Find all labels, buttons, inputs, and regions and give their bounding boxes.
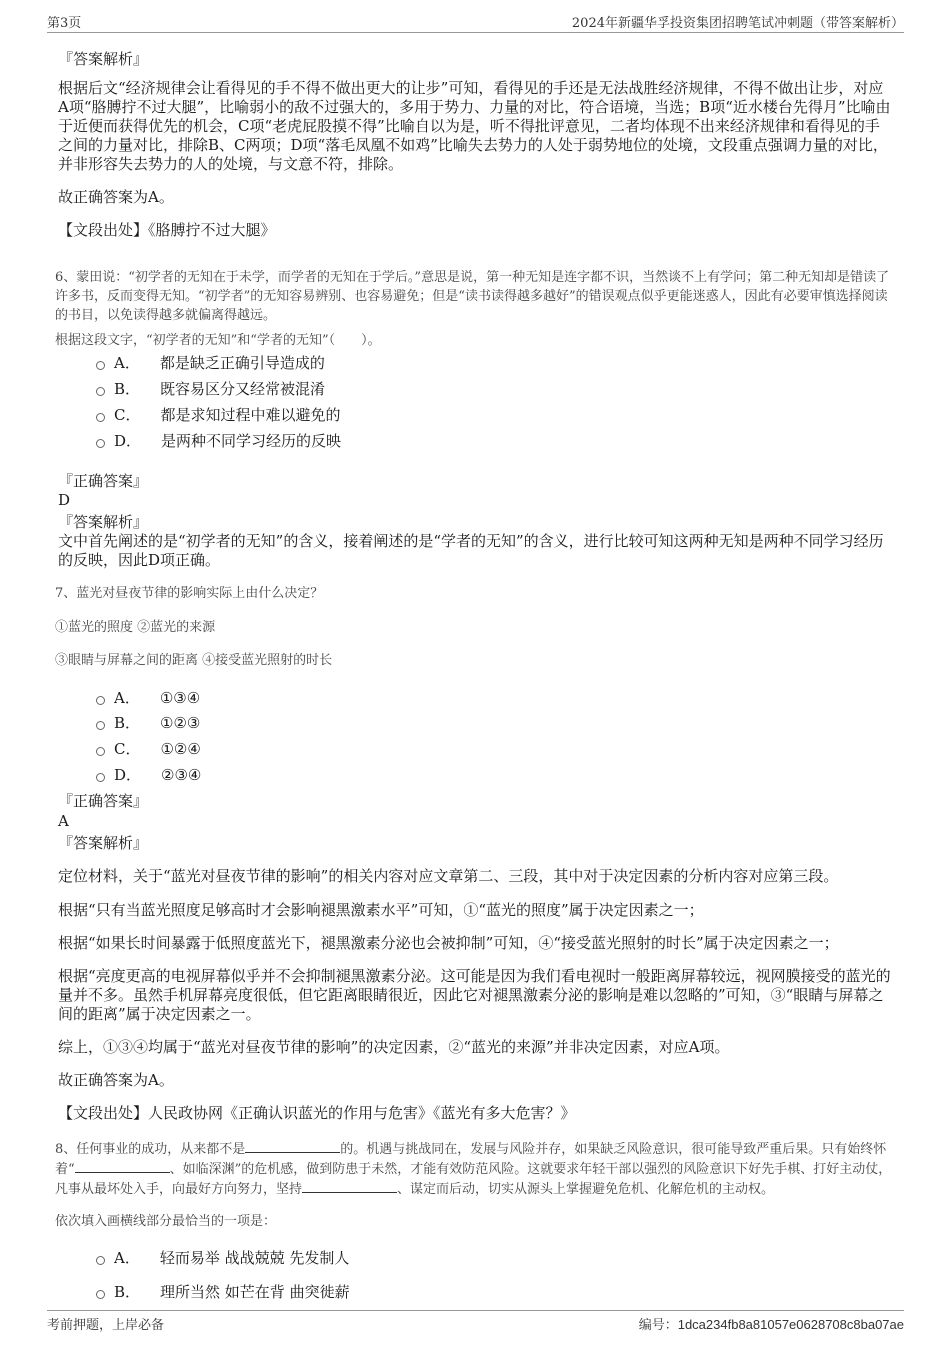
- radio-button[interactable]: [96, 696, 105, 705]
- q6-option-b[interactable]: [96, 379, 325, 399]
- q7-analysis-title: 『答案解析』: [58, 834, 149, 852]
- q7-answer-title: 『正确答案』: [58, 792, 149, 810]
- q7-items-1: ①蓝光的照度 ②蓝光的来源: [55, 620, 216, 635]
- fill-blank-2: [75, 1159, 170, 1173]
- option-key: A．: [114, 1249, 140, 1267]
- option-text: 都是缺乏正确引导造成的: [159, 354, 325, 372]
- q7-answer: A: [58, 812, 69, 830]
- page-number: 第3页: [47, 16, 82, 31]
- footer-divider: [47, 1310, 904, 1311]
- option-text: 既容易区分又经常被混淆: [160, 380, 326, 398]
- radio-button[interactable]: [96, 1290, 105, 1299]
- q8-option-b[interactable]: [96, 1282, 350, 1302]
- q8-stem-part-d: 、谋定而后动，切实从源头上掌握避免危机、化解危机的主动权。: [397, 1182, 775, 1197]
- radio-button[interactable]: [96, 773, 105, 782]
- fill-blank-3: [302, 1179, 397, 1193]
- q8-stem: [55, 1139, 895, 1199]
- option-text: ①②③: [160, 714, 201, 732]
- q7-option-c[interactable]: [96, 739, 201, 759]
- q8-option-a[interactable]: [96, 1248, 349, 1268]
- q5-analysis-title: 『答案解析』: [58, 50, 149, 68]
- option-key: B．: [114, 1283, 141, 1301]
- option-key: D．: [114, 432, 142, 450]
- q7-analysis-p4: 根据“亮度更高的电视屏幕似乎并不会抑制褪黑激素分泌。这可能是因为我们看电视时一般距离屏幕较远，视网膜接受的蓝光的量并不多。虽然手机屏幕亮度很低，但它距离眼睛很近，因此它对褪黑激素分泌的影响是难以忽略的”可知，③“眼睛与屏幕之间的距离”属于决定因素之一。: [58, 967, 891, 1023]
- fill-blank-1: [245, 1139, 340, 1153]
- radio-button[interactable]: [96, 413, 105, 422]
- q7-option-b[interactable]: [96, 713, 200, 733]
- q7-source: 【文段出处】人民政协网《正确认识蓝光的作用与危害》《蓝光有多大危害？》: [58, 1104, 576, 1122]
- q7-analysis-p3: 根据“如果长时间暴露于低照度蓝光下，褪黑激素分泌也会被抑制”可知，④“接受蓝光照射的时长”属于决定因素之一；: [58, 934, 839, 952]
- option-key: C．: [114, 740, 141, 758]
- q6-analysis-title: 『答案解析』: [58, 513, 149, 531]
- radio-button[interactable]: [96, 721, 105, 730]
- q8-stem-part-b: 的。机遇与挑战同在，发展与风险并存，如果缺乏风险意识，很可能导致严重后果。只有始终怀着“: [55, 1142, 887, 1177]
- option-text: 轻而易举 战战兢兢 先发制人: [159, 1249, 350, 1267]
- q7-analysis-p1: 定位材料，关于“蓝光对昼夜节律的影响”的相关内容对应文章第二、三段，其中对于决定因素的分析内容对应第三段。: [58, 867, 839, 885]
- footer-id-code: 1dca234fb8a81057e0628708c8ba07ae: [677, 1317, 904, 1332]
- radio-button[interactable]: [96, 361, 105, 370]
- option-text: 都是求知过程中难以避免的: [160, 406, 341, 424]
- option-text: ①③④: [159, 689, 201, 707]
- option-text: ②③④: [161, 766, 202, 784]
- option-text: 是两种不同学习经历的反映: [161, 432, 342, 450]
- option-key: C．: [114, 406, 141, 424]
- q8-stem-part-c: 、如临深渊”的危机感，做到防患于未然，才能有效防范风险。这就要求年轻干部以强烈的风险意识下好先手棋、打好主动仗，凡事从最坏处入手，向最好方向努力，坚持: [55, 1162, 892, 1197]
- q5-analysis-text: 根据后文“经济规律会让看得见的手不得不做出更大的让步”可知，看得见的手还是无法战胜经济规律，不得不做出让步，对应A项“胳膊拧不过大腿”，比喻弱小的敌不过强大的，多用于势力、力量的对比，符合语境，当选；B项“近水楼台先得月”比喻由于近便而获得优先的机会，C项“老虎屁股摸不得”比喻自以为是，听不得批评意见，二者均体现不出来经济规律和看得见的手之间的力量对比，排除B、C两项；D项“落毛凤凰不如鸡”比喻失去势力的人处于弱势地位的处境，文段重点强调力量的对比，并非形容失去势力的人的处境，与文意不符，排除。: [58, 79, 891, 173]
- q6-option-a[interactable]: [96, 353, 325, 373]
- q7-items-2: ③眼睛与屏幕之间的距离 ④接受蓝光照射的时长: [55, 653, 333, 668]
- q5-conclusion: 故正确答案为A。: [58, 188, 174, 206]
- q8-stem-part-a: 8、任何事业的成功，从来都不是: [55, 1142, 246, 1157]
- footer-slogan: 考前押题，上岸必备: [47, 1318, 165, 1333]
- option-key: B．: [114, 714, 141, 732]
- q6-stem: 6、蒙田说：“初学者的无知在于未学，而学者的无知在于学后。”意思是说，第一种无知是连字都不识，当然谈不上有学问；第二种无知却是错读了许多书，反而变得无知。“初学者”的无知容易辨别、也容易避免；但是“读书读得越多越好”的错误观点似乎更能迷惑人，因此有必要审慎选择阅读的书目，以免读得越多就偏离得越远。: [55, 270, 890, 323]
- q7-stem: 7、蓝光对昼夜节律的影响实际上由什么决定？: [55, 586, 324, 601]
- footer-id-label: 编号：: [638, 1318, 678, 1333]
- q6-answer-title: 『正确答案』: [58, 472, 149, 490]
- q8-question: 依次填入画横线部分最恰当的一项是：: [55, 1214, 277, 1229]
- q6-option-c[interactable]: [96, 405, 341, 425]
- q7-conclusion: 故正确答案为A。: [58, 1071, 174, 1089]
- q6-analysis-text: 文中首先阐述的是“初学者的无知”的含义，接着阐述的是“学者的无知”的含义，进行比较可知这两种无知是两种不同学习经历的反映，因此D项正确。: [58, 532, 884, 569]
- q6-answer: D: [58, 491, 71, 509]
- radio-button[interactable]: [96, 1256, 105, 1265]
- option-text: 理所当然 如芒在背 曲突徙薪: [160, 1283, 350, 1301]
- option-key: D．: [114, 766, 142, 784]
- q5-source: 【文段出处】《胳膊拧不过大腿》: [58, 221, 276, 239]
- q7-option-d[interactable]: [96, 765, 201, 785]
- document-title: 2024年新疆华孚投资集团招聘笔试冲刺题（带答案解析）: [571, 16, 904, 31]
- option-key: A．: [114, 354, 140, 372]
- option-key: B．: [114, 380, 141, 398]
- header-divider: [47, 32, 904, 33]
- q7-option-a[interactable]: [96, 688, 200, 708]
- option-key: A．: [114, 689, 140, 707]
- q7-analysis-p2: 根据“只有当蓝光照度足够高时才会影响褪黑激素水平”可知，①“蓝光的照度”属于决定因素之一；: [58, 901, 704, 919]
- q7-analysis-p5: 综上，①③④均属于“蓝光对昼夜节律的影响”的决定因素，②“蓝光的来源”并非决定因素，对应A项。: [58, 1038, 730, 1056]
- option-text: ①②④: [160, 740, 201, 758]
- radio-button[interactable]: [96, 439, 105, 448]
- radio-button[interactable]: [96, 387, 105, 396]
- q6-question: 根据这段文字，“初学者的无知”和“学者的无知”（ ）。: [55, 333, 381, 348]
- radio-button[interactable]: [96, 747, 105, 756]
- footer-id: [639, 1314, 904, 1333]
- q6-option-d[interactable]: [96, 431, 341, 451]
